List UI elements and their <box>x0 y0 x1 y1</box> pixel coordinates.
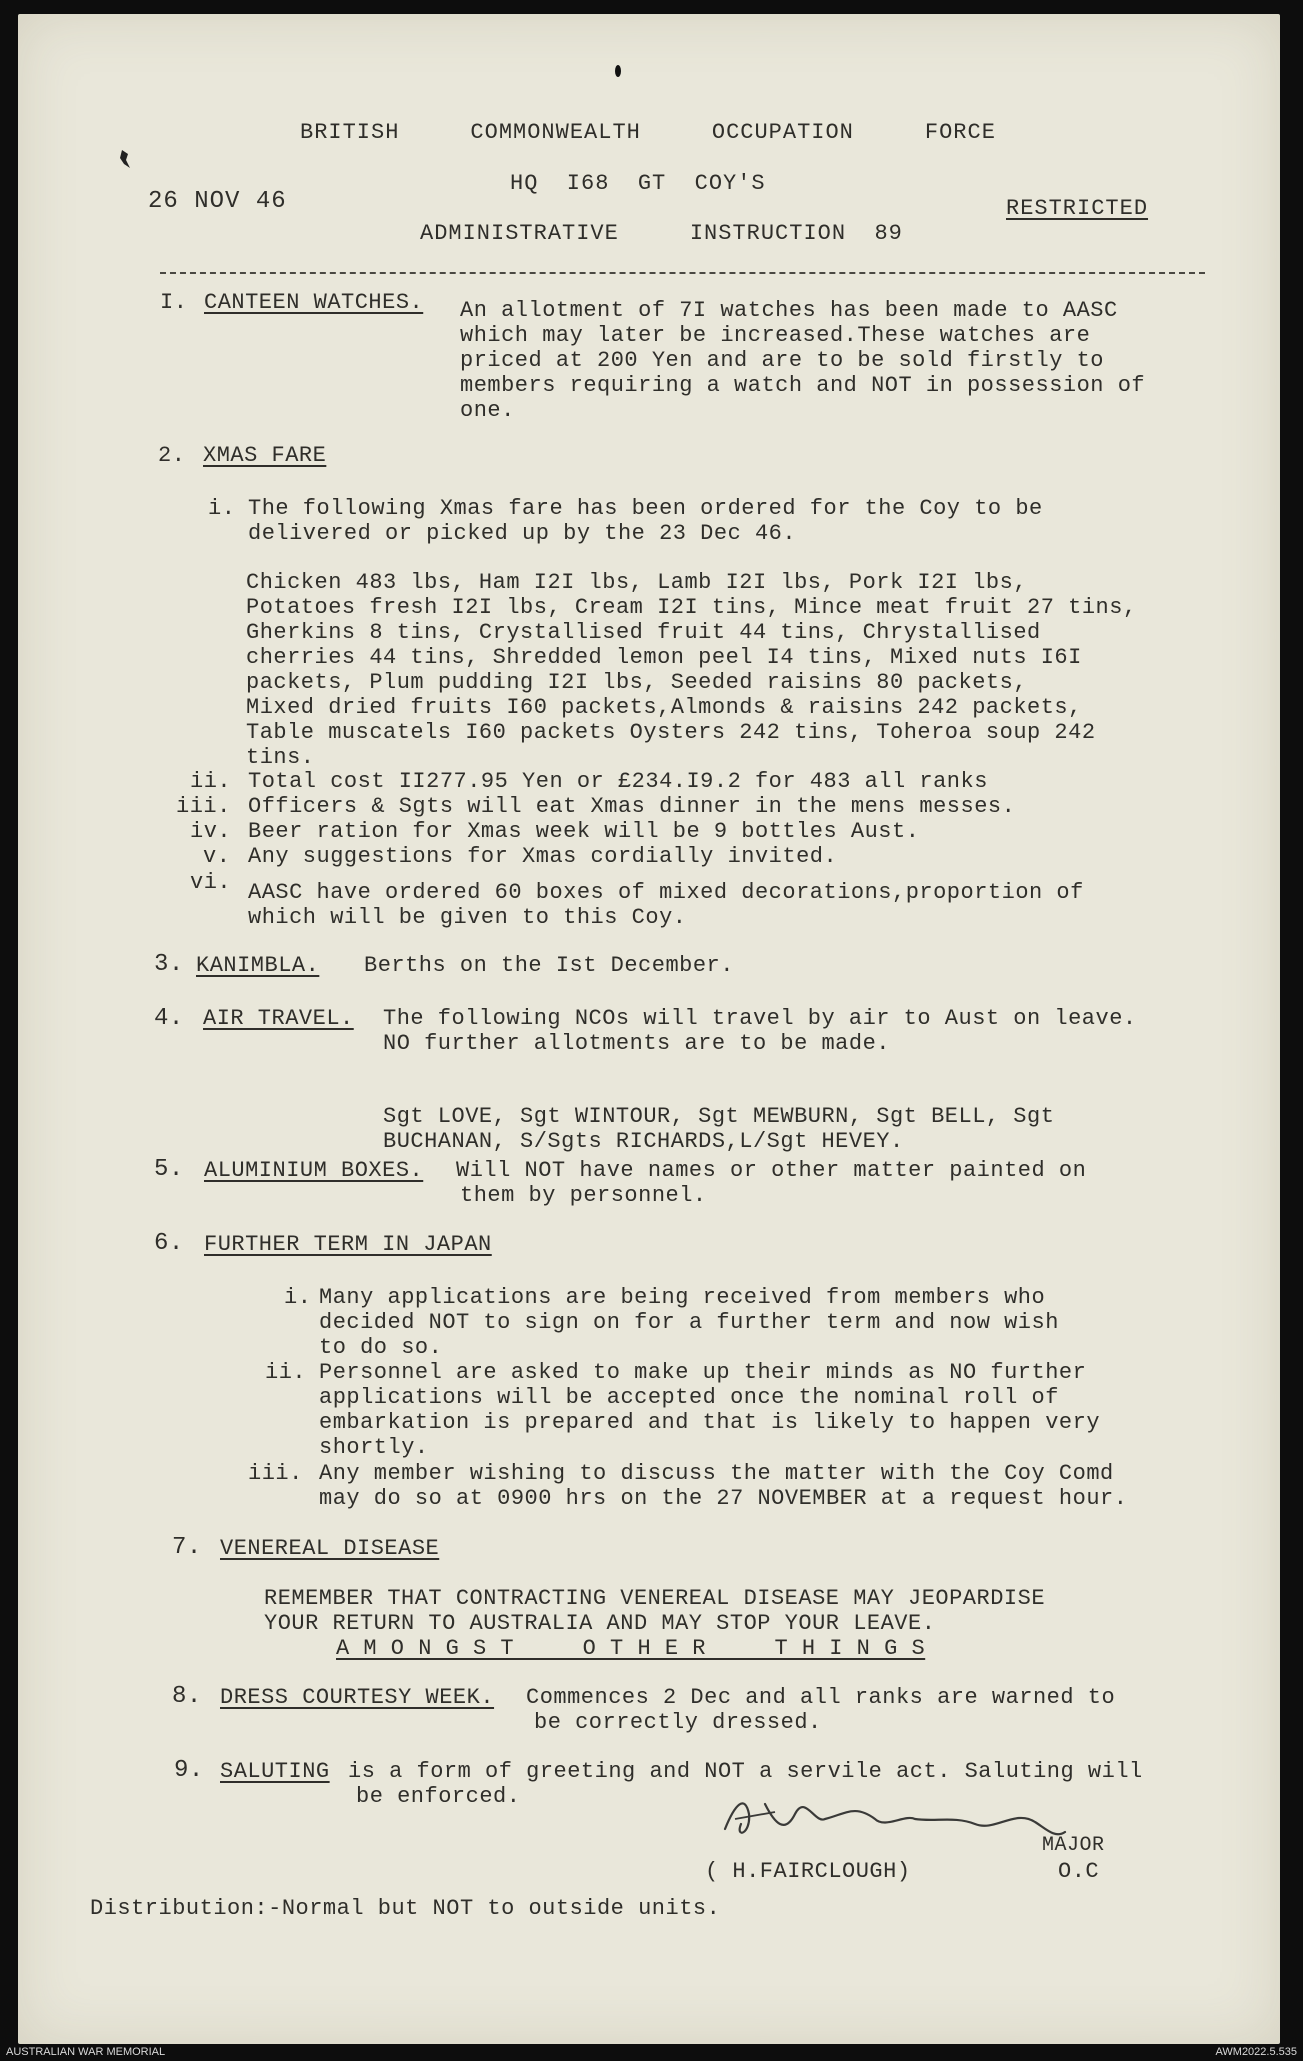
section-4-text: NO further allotments are to be made. <box>383 1031 890 1056</box>
section-2-sub-ii-text: Total cost II277.95 Yen or £234.I9.2 for 483 all ranks <box>248 769 988 794</box>
section-3-number: 3. <box>154 951 184 978</box>
section-2-sub-iv-number: iv. <box>190 819 232 844</box>
signatory-rank: MAJOR <box>1042 1834 1105 1857</box>
menu-list-line: packets, Plum pudding I2I lbs, Seeded raisins 80 packets, <box>246 670 1028 695</box>
section-4-names: Sgt LOVE, Sgt WINTOUR, Sgt MEWBURN, Sgt BELL, Sgt <box>383 1104 1055 1129</box>
section-6-sub-ii-number: ii. <box>265 1360 307 1385</box>
section-7-warning: YOUR RETURN TO AUSTRALIA AND MAY STOP YOUR LEAVE. <box>264 1611 936 1636</box>
archive-credit: AUSTRALIAN WAR MEMORIAL <box>6 2046 166 2058</box>
section-5-number: 5. <box>154 1156 184 1183</box>
section-6-heading: FURTHER TERM IN JAPAN <box>204 1232 492 1257</box>
section-8-heading: DRESS COURTESY WEEK. <box>220 1685 495 1710</box>
section-6-sub-ii-text: applications will be accepted once the nominal roll of <box>319 1385 1059 1410</box>
section-2-heading: XMAS FARE <box>203 443 327 468</box>
section-3-heading: KANIMBLA. <box>196 953 320 978</box>
section-2-sub-i-number: i. <box>208 496 236 521</box>
signatory-role: O.C <box>1058 1859 1100 1884</box>
section-7-warning: REMEMBER THAT CONTRACTING VENEREAL DISEASE MAY JEOPARDISE <box>264 1586 1046 1611</box>
section-7-warning-emphasis: A M O N G S T O T H E R T H I N G S <box>336 1636 926 1661</box>
ink-blot-mark <box>118 148 134 170</box>
section-6-sub-iii-text: Any member wishing to discuss the matter with the Coy Comd <box>319 1461 1114 1486</box>
menu-list-line: Chicken 483 lbs, Ham I2I lbs, Lamb I2I lbs, Pork I2I lbs, <box>246 570 1028 595</box>
section-1-text: one. <box>460 398 515 423</box>
section-9-heading: SALUTING <box>220 1759 330 1784</box>
section-4-names: BUCHANAN, S/Sgts RICHARDS,L/Sgt HEVEY. <box>383 1129 904 1154</box>
section-2-sub-i-text: The following Xmas fare has been ordered for the Coy to be <box>248 496 1043 521</box>
section-3-text: Berths on the Ist December. <box>364 953 734 978</box>
section-6-sub-i-text: Many applications are being received from members who <box>319 1285 1046 1310</box>
menu-list-line: tins. <box>246 745 315 770</box>
section-1-number: I. <box>160 290 188 315</box>
section-6-sub-i-text: decided NOT to sign on for a further term and now wish <box>319 1310 1059 1335</box>
section-8-text: be correctly dressed. <box>534 1710 822 1735</box>
section-2-sub-ii-number: ii. <box>190 769 232 794</box>
section-5-heading: ALUMINIUM BOXES. <box>204 1158 424 1183</box>
section-1-heading: CANTEEN WATCHES. <box>204 290 424 315</box>
section-1-text: priced at 200 Yen and are to be sold firstly to <box>460 348 1105 373</box>
section-4-text: The following NCOs will travel by air to Aust on leave. <box>383 1006 1137 1031</box>
unit-line: HQ I68 GT COY'S <box>510 171 766 196</box>
section-9-text: is a form of greeting and NOT a servile act. Saluting will <box>348 1759 1143 1784</box>
section-2-sub-iii-number: iii. <box>176 794 231 819</box>
section-6-sub-ii-text: Personnel are asked to make up their minds as NO further <box>319 1360 1087 1385</box>
section-6-sub-iii-number: iii. <box>248 1461 303 1486</box>
distribution-line: Distribution:-Normal but NOT to outside units. <box>90 1896 721 1921</box>
signatory-name: ( H.FAIRCLOUGH) <box>705 1859 911 1884</box>
section-9-text: be enforced. <box>356 1784 521 1809</box>
section-7-number: 7. <box>172 1534 202 1561</box>
menu-list-line: Gherkins 8 tins, Crystallised fruit 44 tins, Chrystallised <box>246 620 1041 645</box>
document-title: ADMINISTRATIVE INSTRUCTION 89 <box>420 221 903 246</box>
menu-list-line: cherries 44 tins, Shredded lemon peel I4 tins, Mixed nuts I6I <box>246 645 1082 670</box>
menu-list-line: Table muscatels I60 packets Oysters 242 tins, Toheroa soup 242 <box>246 720 1096 745</box>
section-9-number: 9. <box>174 1757 204 1784</box>
section-5-text: them by personnel. <box>460 1183 707 1208</box>
section-6-number: 6. <box>154 1230 184 1257</box>
header-divider <box>160 272 1205 274</box>
section-1-text: members requiring a watch and NOT in possession of <box>460 373 1146 398</box>
section-6-sub-i-text: to do so. <box>319 1335 443 1360</box>
section-2-sub-i-text: delivered or picked up by the 23 Dec 46. <box>248 521 797 546</box>
section-2-sub-vi-text: which will be given to this Coy. <box>248 905 687 930</box>
section-2-sub-v-text: Any suggestions for Xmas cordially invited. <box>248 844 838 869</box>
classification-label: RESTRICTED <box>1006 196 1149 221</box>
section-8-number: 8. <box>172 1683 202 1710</box>
section-1-text: which may later be increased.These watches are <box>460 323 1091 348</box>
section-2-sub-v-number: v. <box>203 844 231 869</box>
pin-hole-mark <box>613 64 623 78</box>
section-6-sub-ii-text: embarkation is prepared and that is likely to happen very <box>319 1410 1101 1435</box>
section-1-text: An allotment of 7I watches has been made to AASC <box>460 298 1118 323</box>
section-2-sub-iii-text: Officers & Sgts will eat Xmas dinner in the mens messes. <box>248 794 1016 819</box>
section-6-sub-i-number: i. <box>284 1285 312 1310</box>
date-line: 26 NOV 46 <box>148 188 287 215</box>
section-2-sub-iv-text: Beer ration for Xmas week will be 9 bottles Aust. <box>248 819 920 844</box>
menu-list-line: Potatoes fresh I2I lbs, Cream I2I tins, Mince meat fruit 27 tins, <box>246 595 1137 620</box>
section-2-sub-vi-number: vi. <box>190 870 232 895</box>
archive-reference: AWM2022.5.535 <box>1215 2046 1297 2058</box>
section-6-sub-iii-text: may do so at 0900 hrs on the 27 NOVEMBER at a request hour. <box>319 1486 1128 1511</box>
section-4-heading: AIR TRAVEL. <box>203 1006 354 1031</box>
header-line: BRITISH COMMONWEALTH OCCUPATION FORCE <box>300 120 996 145</box>
section-4-number: 4. <box>154 1005 184 1032</box>
menu-list-line: Mixed dried fruits I60 packets,Almonds & raisins 242 packets, <box>246 695 1082 720</box>
section-5-text: Will NOT have names or other matter painted on <box>456 1158 1087 1183</box>
section-2-sub-vi-text: AASC have ordered 60 boxes of mixed decorations,proportion of <box>248 880 1084 905</box>
section-2-number: 2. <box>158 443 186 468</box>
section-8-text: Commences 2 Dec and all ranks are warned to <box>526 1685 1116 1710</box>
section-7-heading: VENEREAL DISEASE <box>220 1536 440 1561</box>
section-6-sub-ii-text: shortly. <box>319 1435 429 1460</box>
